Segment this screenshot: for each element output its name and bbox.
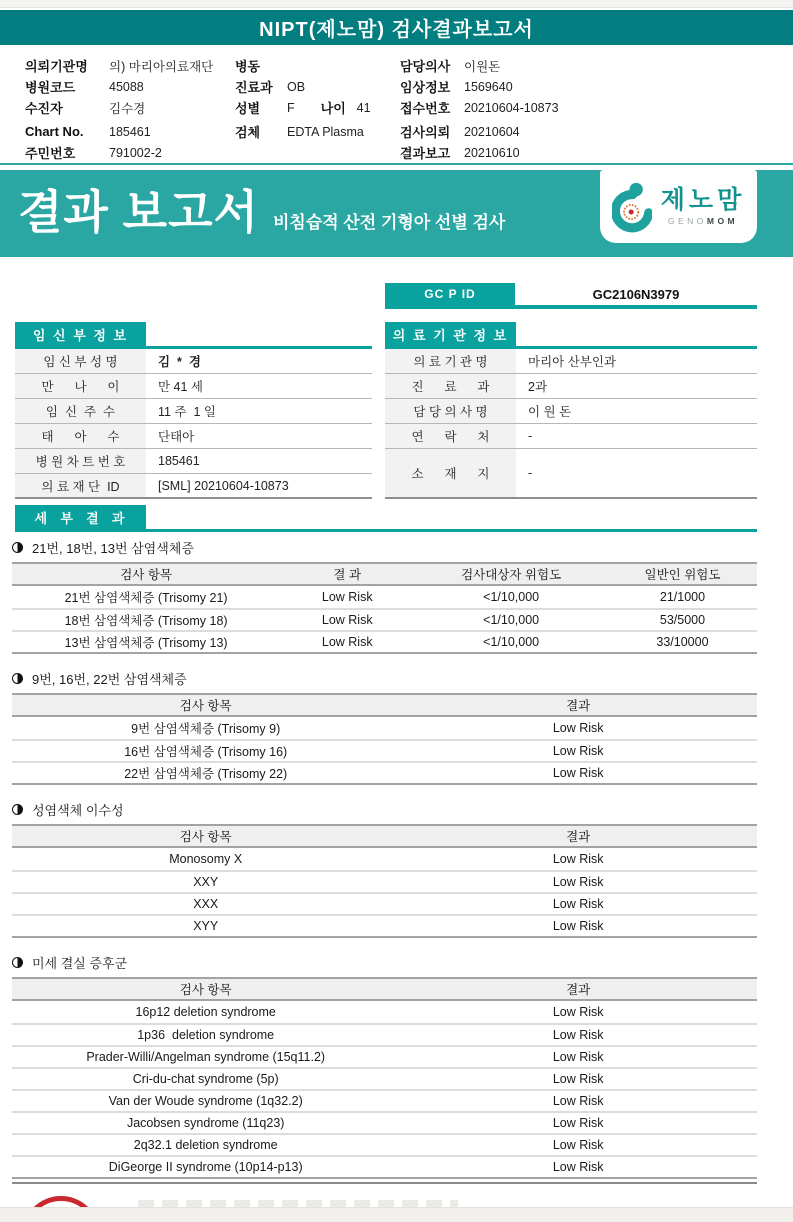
patient-info-block <box>0 53 793 163</box>
banner-title-row <box>18 176 505 242</box>
field-label: Chart No. <box>25 124 84 139</box>
info-value: - <box>528 466 533 480</box>
patient-info-row <box>25 97 213 118</box>
field-value: 20210604-10873 <box>464 100 559 115</box>
field-value: 20210610 <box>464 145 520 160</box>
field-value: EDTA Plasma <box>287 124 364 139</box>
institution-info-table <box>385 322 757 499</box>
patient-info-row <box>400 121 559 142</box>
results-table <box>12 562 757 654</box>
info-value: 이 원 돈 <box>528 405 572 419</box>
banner-divider <box>0 163 793 165</box>
patient-info-row <box>400 55 559 76</box>
patient-info-row <box>25 142 213 163</box>
cell-value: Low Risk <box>321 635 373 649</box>
cell-value: Cri-du-chat syndrome (5p) <box>132 1072 279 1086</box>
table-row <box>12 1155 757 1177</box>
gc-p-id-value: GC2106N3979 <box>515 283 757 305</box>
field-value: 185461 <box>109 124 151 139</box>
table-row <box>12 1133 757 1155</box>
cell-value: Low Risk <box>552 1138 604 1152</box>
field-label: 임상정보 <box>400 80 451 95</box>
info-value: 11 주 1 일 <box>158 405 216 419</box>
field-label: 검체 <box>235 125 261 140</box>
report-title: NIPT(제노맘) 검사결과보고서 <box>259 19 534 41</box>
table-row <box>12 1001 757 1023</box>
bottom-bar <box>0 1207 793 1222</box>
cell-value: <1/10,000 <box>483 613 540 627</box>
gc-p-id-label: GC P ID <box>385 283 515 305</box>
cell-value: 22번 삼염색체증 (Trisomy 22) <box>124 767 288 781</box>
patient-info-column <box>400 55 559 163</box>
cell-value: <1/10,000 <box>483 635 540 649</box>
half-filled-circle-icon <box>12 542 23 553</box>
logo-latin <box>668 216 738 226</box>
cell-value: XXY <box>193 875 219 889</box>
table-row <box>12 1089 757 1111</box>
info-value: 185461 <box>158 454 200 468</box>
section-heading-text: 미세 결실 증후군 <box>32 955 128 971</box>
cell-value: <1/10,000 <box>483 590 540 604</box>
cell-value: Monosomy X <box>169 852 243 866</box>
cell-value: Low Risk <box>552 1072 604 1086</box>
column-header: 검사 항목 <box>179 983 232 997</box>
cell-value: 9번 삼염색체증 (Trisomy 9) <box>131 722 281 736</box>
column-header: 일반인 위험도 <box>644 568 721 582</box>
info-row <box>15 424 372 449</box>
info-label: 임 신 부 성 명 <box>15 349 146 373</box>
cell-value: 2q32.1 deletion syndrome <box>133 1138 278 1152</box>
field-value: F <box>287 100 295 115</box>
cell-value: Low Risk <box>552 875 604 889</box>
cell-value: 33/10000 <box>656 635 709 649</box>
table-row <box>12 1023 757 1045</box>
logo-latin-mom: MOM <box>706 215 739 226</box>
info-label: 진 료 과 <box>385 374 516 398</box>
cell-value: Low Risk <box>552 766 604 780</box>
field-label: 병원코드 <box>25 80 76 95</box>
info-row <box>385 349 757 374</box>
field-value: 의) 마리아의료재단 <box>109 59 214 74</box>
cell-value: Van der Woude syndrome (1q32.2) <box>108 1094 303 1108</box>
info-value: - <box>528 429 533 443</box>
column-header: 결과 <box>566 699 591 713</box>
field-value: 791002-2 <box>109 145 162 160</box>
table-row <box>12 717 757 739</box>
table-row <box>12 1045 757 1067</box>
column-header: 검사 항목 <box>120 568 172 582</box>
field-label: 주민번호 <box>25 146 76 161</box>
info-value: 마리아 산부인과 <box>528 355 616 369</box>
field-label: 성별 <box>235 101 261 116</box>
results-sections <box>12 536 757 1184</box>
patient-info-row <box>400 76 559 97</box>
logo-latin-geno: GENO <box>667 215 707 226</box>
patient-info-row <box>235 55 371 76</box>
field-value: 김수경 <box>109 101 146 116</box>
section-heading <box>12 800 757 818</box>
field-value: 45088 <box>109 79 144 94</box>
patient-info-column <box>235 55 371 142</box>
field-label: 나이 <box>320 101 346 116</box>
half-filled-circle-icon <box>12 957 23 968</box>
field-label: 접수번호 <box>400 101 451 116</box>
cell-value: 13번 삼염색체증 (Trisomy 13) <box>64 636 228 650</box>
patient-info-row <box>235 76 371 97</box>
info-label: 병 원 차 트 번 호 <box>15 449 146 473</box>
field-value: OB <box>287 79 306 94</box>
info-value: 만 41 세 <box>158 380 203 394</box>
cell-value: 21/1000 <box>659 590 706 604</box>
patient-info-row <box>25 76 213 97</box>
table-row <box>12 739 757 761</box>
cell-value: Low Risk <box>552 1028 604 1042</box>
table-header-row <box>12 826 757 848</box>
patient-info-row <box>25 121 213 142</box>
cell-value: Low Risk <box>552 1005 604 1019</box>
banner-subtitle: 비침습적 산전 기형아 선별 검사 <box>272 213 506 232</box>
field-value: 1569640 <box>464 79 513 94</box>
genomom-mother-baby-icon <box>612 180 652 234</box>
results-table <box>12 977 757 1179</box>
half-filled-circle-icon <box>12 673 23 684</box>
cell-value: Low Risk <box>552 1050 604 1064</box>
info-value: 단태아 <box>158 430 195 444</box>
info-label: 의 료 기 관 명 <box>385 349 516 373</box>
field-label: 검사의뢰 <box>400 125 451 140</box>
field-value: 이원돈 <box>464 59 501 74</box>
patient-info-row <box>400 97 559 118</box>
cell-value: Jacobsen syndrome (11q23) <box>126 1116 285 1130</box>
cell-value: 53/5000 <box>659 613 706 627</box>
field-value: 41 <box>356 100 371 115</box>
cell-value: Low Risk <box>552 1160 604 1174</box>
section-heading-text: 21번, 18번, 13번 삼염색체증 <box>32 540 194 556</box>
maternal-info-table <box>15 322 372 499</box>
cell-value: Low Risk <box>321 590 373 604</box>
info-row <box>15 374 372 399</box>
field-label: 담당의사 <box>400 59 451 74</box>
gc-p-id-bar <box>385 283 757 309</box>
info-row <box>15 399 372 424</box>
table-row <box>12 761 757 783</box>
logo-korean: 제노맘 <box>660 185 746 214</box>
result-banner <box>0 170 793 257</box>
results-table <box>12 693 757 785</box>
info-label: 만 나 이 <box>15 374 146 398</box>
results-table <box>12 824 757 938</box>
section-title: 임 신 부 정 보 <box>15 322 146 346</box>
table-end-rule <box>12 1182 757 1184</box>
table-row <box>12 848 757 870</box>
info-label: 소 재 지 <box>385 449 516 497</box>
info-row <box>15 449 372 474</box>
table-header-row <box>12 695 757 717</box>
cell-value: Low Risk <box>552 744 604 758</box>
table-row <box>12 630 757 652</box>
cell-value: 16p12 deletion syndrome <box>135 1005 276 1019</box>
field-value: 20210604 <box>464 124 520 139</box>
patient-info-row <box>235 121 371 142</box>
section-heading <box>12 953 757 971</box>
table-row <box>12 892 757 914</box>
cell-value: Low Risk <box>552 1094 604 1108</box>
table-row <box>12 870 757 892</box>
info-row <box>385 374 757 399</box>
info-rows <box>385 346 757 499</box>
table-row <box>12 1067 757 1089</box>
field-label: 병동 <box>235 59 261 74</box>
cell-value: Low Risk <box>552 919 604 933</box>
info-label: 의 료 재 단 ID <box>15 474 146 497</box>
info-row <box>385 399 757 424</box>
field-label: 수진자 <box>25 101 63 116</box>
column-header: 결 과 <box>333 568 362 582</box>
table-row <box>12 586 757 608</box>
cell-value: Low Risk <box>552 897 604 911</box>
info-row <box>15 474 372 499</box>
cell-value: Low Risk <box>552 721 604 735</box>
cell-value: DiGeorge II syndrome (10p14-p13) <box>108 1160 303 1174</box>
info-row <box>385 449 757 499</box>
cell-value: Prader-Willi/Angelman syndrome (15q11.2) <box>86 1050 326 1064</box>
patient-info-row <box>235 97 371 118</box>
info-row <box>385 424 757 449</box>
cell-value: 16번 삼염색체증 (Trisomy 16) <box>124 745 288 759</box>
info-label: 연 락 처 <box>385 424 516 448</box>
column-header: 결과 <box>566 983 591 997</box>
table-row <box>12 1111 757 1133</box>
section-title: 의 료 기 관 정 보 <box>385 322 516 346</box>
info-row <box>15 349 372 374</box>
info-value: 김 * 경 <box>158 355 201 369</box>
genomom-logo <box>600 170 757 243</box>
cell-value: XXX <box>193 897 219 911</box>
info-value: 2과 <box>528 380 548 394</box>
table-row <box>12 608 757 630</box>
table-header-row <box>12 979 757 1001</box>
info-label: 담 당 의 사 명 <box>385 399 516 423</box>
detailed-results-title: 세 부 결 과 <box>15 505 146 529</box>
table-row <box>12 914 757 936</box>
column-header: 검사 항목 <box>179 830 232 844</box>
field-label: 결과보고 <box>400 146 451 161</box>
field-label: 진료과 <box>235 80 273 95</box>
patient-info-column <box>25 55 213 163</box>
column-header: 검사대상자 위험도 <box>461 568 562 582</box>
report-title-bar <box>0 10 793 45</box>
info-label: 임 신 주 수 <box>15 399 146 423</box>
half-filled-circle-icon <box>12 804 23 815</box>
column-header: 검사 항목 <box>179 699 232 713</box>
cell-value: 18번 삼염색체증 (Trisomy 18) <box>64 614 228 628</box>
section-heading <box>12 538 757 556</box>
top-strip <box>0 0 793 8</box>
cell-value: 1p36 deletion syndrome <box>137 1028 275 1042</box>
section-heading-text: 성염색체 이수성 <box>32 802 124 818</box>
field-label: 의뢰기관명 <box>25 59 88 74</box>
cell-value: Low Risk <box>321 613 373 627</box>
detailed-results-header <box>15 505 757 532</box>
section-heading-text: 9번, 16번, 22번 삼염색체증 <box>32 671 187 687</box>
genomom-logo-text <box>660 185 746 226</box>
info-value: [SML] 20210604-10873 <box>158 478 289 493</box>
banner-title: 결과 보고서 <box>18 186 259 238</box>
info-label: 태 아 수 <box>15 424 146 448</box>
cell-value: Low Risk <box>552 1116 604 1130</box>
table-header-row <box>12 564 757 586</box>
cell-value: Low Risk <box>552 852 604 866</box>
column-header: 결과 <box>566 830 591 844</box>
info-rows <box>15 346 372 499</box>
cell-value: XYY <box>193 919 219 933</box>
section-heading <box>12 669 757 687</box>
patient-info-row <box>25 55 213 76</box>
cell-value: 21번 삼염색체증 (Trisomy 21) <box>64 591 228 605</box>
patient-info-row <box>400 142 559 163</box>
